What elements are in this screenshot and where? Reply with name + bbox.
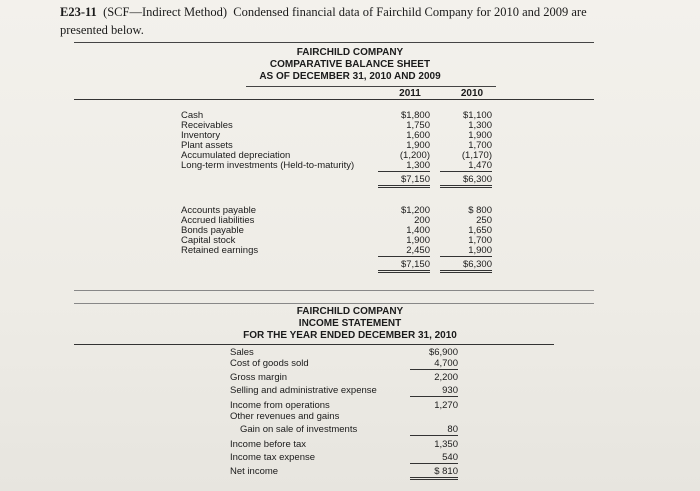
asset-value-2011: 1,300: [378, 160, 430, 172]
is-line-value: 540: [410, 452, 458, 464]
asset-value-2010: $1,100: [462, 110, 492, 121]
asset-value-2010: 1,470: [440, 160, 492, 172]
balance-sheet-header: [200, 47, 500, 83]
liability-value-2011: 2,450: [378, 245, 430, 257]
asset-value-2010: 1,900: [468, 130, 492, 141]
is-period: FOR THE YEAR ENDED DECEMBER 31, 2010: [243, 330, 457, 341]
assets-total-2011: $7,150: [378, 174, 430, 188]
is-header-rule: [74, 344, 554, 345]
liability-value-2011: 1,400: [406, 225, 430, 236]
liability-label: Bonds payable: [181, 225, 244, 236]
liability-value-2010: 1,700: [468, 235, 492, 246]
is-line-label: Other revenues and gains: [230, 411, 340, 422]
asset-label: Cash: [181, 110, 204, 121]
liability-label: Retained earnings: [181, 245, 259, 256]
section-rule-2: [74, 303, 594, 304]
asset-label: Accumulated depreciation: [181, 150, 291, 161]
is-line-value: 1,270: [434, 400, 458, 411]
income-statement-header: [190, 306, 510, 342]
top-rule: [74, 42, 594, 43]
is-line-value: 4,700: [410, 358, 458, 370]
liability-value-2011: 200: [414, 215, 430, 226]
is-line-label: Gross margin: [230, 372, 288, 383]
is-line-value: 1,350: [434, 439, 458, 450]
col-2011: 2011: [399, 88, 421, 99]
is-line-label: Income tax expense: [230, 452, 316, 463]
assets-total-2010: $6,300: [440, 174, 492, 188]
is-line-value: 80: [410, 424, 458, 436]
is-line-label: Gain on sale of investments: [240, 424, 358, 435]
asset-label: Plant assets: [181, 140, 233, 151]
col-2010: 2010: [460, 88, 484, 99]
liab-total-2010: $6,300: [440, 259, 492, 273]
exercise-title: (SCF—Indirect Method): [103, 5, 228, 19]
liability-label: Accrued liabilities: [181, 215, 255, 226]
asset-value-2010: 1,700: [468, 140, 492, 151]
bs-date: AS OF DECEMBER 31, 2010 AND 2009: [259, 71, 441, 82]
asset-value-2011: 1,600: [406, 130, 430, 141]
is-line-label: Cost of goods sold: [230, 358, 309, 369]
is-line-value: 2,200: [434, 372, 458, 383]
is-line-label: Net income: [230, 466, 279, 477]
is-line-value: $6,900: [428, 347, 458, 358]
asset-value-2011: $1,800: [400, 110, 430, 121]
is-line-value: 930: [410, 385, 458, 397]
asset-value-2011: 1,900: [406, 140, 430, 151]
liab-total-2011: $7,150: [378, 259, 430, 273]
is-line-label: Selling and administrative expense: [230, 385, 377, 396]
liability-value-2011: $1,200: [400, 205, 430, 216]
liability-value-2010: 1,900: [440, 245, 492, 257]
bs-company: FAIRCHILD COMPANY: [296, 47, 404, 58]
liability-value-2011: 1,900: [406, 235, 430, 246]
asset-label: Receivables: [181, 120, 233, 131]
asset-value-2011: 1,750: [406, 120, 430, 131]
exercise-code: E23-11: [60, 5, 97, 19]
asset-label: Long-term investments (Held-to-maturity): [181, 160, 355, 171]
is-line-label: Income before tax: [230, 439, 307, 450]
is-title: INCOME STATEMENT: [298, 318, 402, 329]
liability-label: Accounts payable: [181, 205, 256, 216]
is-line-label: Income from operations: [230, 400, 330, 411]
liability-value-2010: 250: [476, 215, 492, 226]
exercise-text: Condensed financial data of Fairchild Company for 2010 and 2009 are: [233, 5, 587, 19]
is-company: FAIRCHILD COMPANY: [296, 306, 404, 317]
bs-header-rule: [246, 86, 496, 87]
col-rule: [74, 99, 594, 100]
asset-label: Inventory: [181, 130, 221, 141]
exercise-intro-2: presented below.: [60, 23, 144, 37]
is-line-value: $ 810: [410, 466, 458, 480]
is-line-label: Sales: [230, 347, 254, 358]
liability-label: Capital stock: [181, 235, 236, 246]
section-rule-1: [74, 290, 594, 291]
exercise-intro: [60, 4, 587, 20]
liability-value-2010: $ 800: [468, 205, 492, 216]
liability-value-2010: 1,650: [468, 225, 492, 236]
bs-title: COMPARATIVE BALANCE SHEET: [269, 59, 431, 70]
asset-value-2010: (1,170): [461, 150, 492, 161]
asset-value-2011: (1,200): [399, 150, 430, 161]
asset-value-2010: 1,300: [468, 120, 492, 131]
